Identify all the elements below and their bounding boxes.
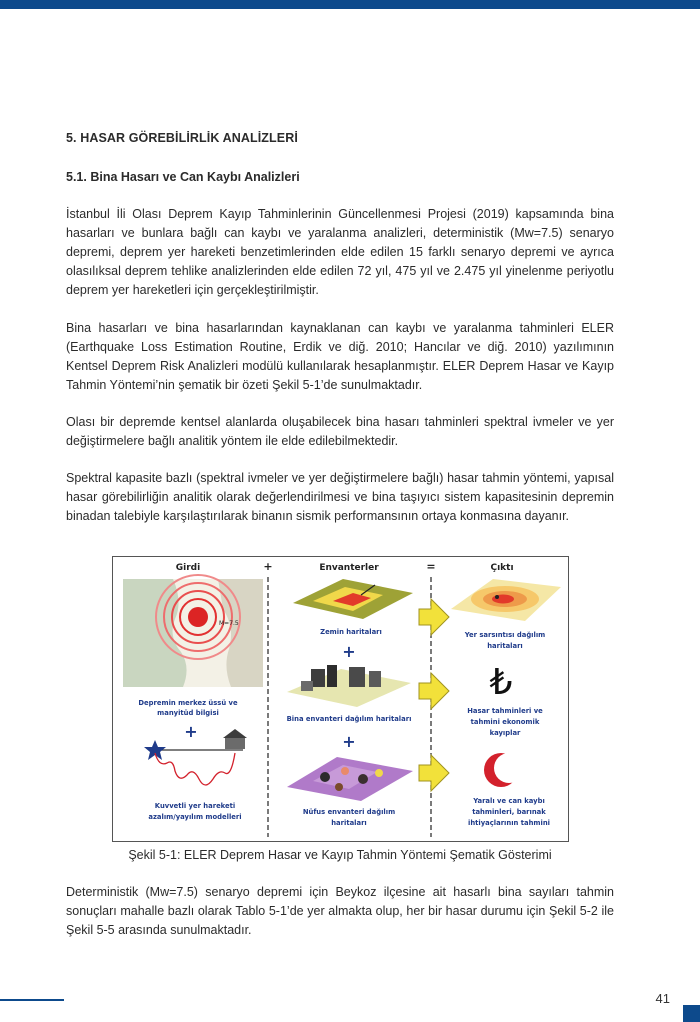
col-input-header: Girdi <box>175 563 201 573</box>
output-label-2-line-2: tahmini ekonomik <box>470 718 540 726</box>
section-heading: 5. HASAR GÖREBİLİRLİK ANALİZLERİ <box>66 131 298 145</box>
inventory-label-2: Bina envanteri dağılım haritaları <box>286 715 412 723</box>
soil-map-icon <box>293 579 413 619</box>
paragraph-3: Olası bir depremde kentsel alanlarda oluşabilecek bina hasarı tahminleri spektral ivmeler ve yer değiştirmelere bağlı analitik yöntem ile elde edilebilmektedir. <box>66 415 614 448</box>
corner-marker <box>683 1005 700 1022</box>
plus-operator: + <box>263 560 273 573</box>
arrow-icon-2 <box>419 673 449 709</box>
output-label-1-line-1: Yer sarsıntısı dağılım <box>464 631 546 639</box>
building-map-icon <box>287 665 411 707</box>
epicenter-map-icon <box>123 575 263 687</box>
shaking-map-icon <box>451 579 561 621</box>
col-inventory-header: Envanterler <box>319 563 379 573</box>
output-label-2-line-1: Hasar tahminleri ve <box>467 707 543 715</box>
eler-schematic-figure <box>112 556 569 842</box>
red-crescent-icon <box>484 753 524 787</box>
arrow-icon-1 <box>419 599 449 635</box>
inventory-label-3-line-2: haritaları <box>331 819 367 827</box>
input-label-1-line-2: manyitüd bilgisi <box>157 709 219 717</box>
input-label-2-line-2: azalım/yayılım modelleri <box>148 813 242 821</box>
input-plus-icon: + <box>184 722 198 741</box>
figure-caption: Şekil 5-1: ELER Deprem Hasar ve Kayıp Tahmin Yöntemi Şematik Gösterimi <box>128 848 552 862</box>
output-label-3-line-1: Yaralı ve can kaybı <box>473 797 545 805</box>
subsection-heading: 5.1. Bina Hasarı ve Can Kaybı Analizleri <box>66 170 300 184</box>
inventory-plus-icon-2: + <box>342 732 356 751</box>
inventory-plus-icon-1: + <box>342 642 356 661</box>
lira-icon: ₺ <box>489 662 513 703</box>
page-number: 41 <box>655 991 670 1006</box>
paragraph-2: Bina hasarları ve bina hasarlarından kaynaklanan can kaybı ve yaralanma tahminleri ELER (Earthquake Loss Estimation Routine, Erdik ve diğ. 2010; Hancılar ve diğ. 2010) yazılımının Kentsel Deprem Risk Analizleri modülü kullanılarak hesaplanmıştır. ELER Deprem Hasar ve Kayıp Tahmin Yöntemi’nin şematik bir özeti Şekil 5-1’de sunulmaktadır. <box>66 321 614 392</box>
paragraph-4: Spektral kapasite bazlı (spektral ivmeler ve yer değiştirmelere bağlı) hasar tahmin yöntemi, yapısal hasar görebilirliğin analitik olarak değerlendirilmesi ve bina taşıyıcı sistem kapasitesinin depremin binadan talebiyle karşılaştırılarak binanın sismik performansının ortaya konmasına dayanır. <box>66 471 614 523</box>
paragraph-1: İstanbul İli Olası Deprem Kayıp Tahminlerinin Güncellenmesi Projesi (2019) kapsamında bina hasarları ve bunlara bağlı can kaybı ve yaralanma analizleri, deterministik (Mw=7.5) senaryo depremi, deprem yer hareketi benzetimlerinden elde edilen 15 farklı senaryo depremi ve ayrıca olasılıksal deprem tehlike analizlerinden elde edilen 72 yıl, 475 yıl ve 2.475 yıl yinelenme periyotlu deprem yer hareketleri için gerçekleştirilmiştir. <box>66 207 614 297</box>
output-label-2-line-3: kayıplar <box>489 729 521 737</box>
magnitude-label: M=7.5 <box>219 620 239 627</box>
footer-line <box>0 999 64 1001</box>
population-map-icon <box>287 757 413 801</box>
inventory-label-1: Zemin haritaları <box>320 628 382 636</box>
arrow-icon-3 <box>419 755 449 791</box>
equals-operator: = <box>426 560 436 573</box>
paragraph-5: Deterministik (Mw=7.5) senaryo depremi için Beykoz ilçesine ait hasarlı bina sayıları tahmin sonuçları mahalle bazlı olarak Tablo 5-1’de yer almakta olup, her bir hasar durumu için Şekil 5-2 ile Şekil 5-5 arasında sunulmaktadır. <box>66 885 614 937</box>
input-label-1-line-1: Depremin merkez üssü ve <box>138 699 238 707</box>
output-label-3-line-3: ihtiyaçlarının tahmini <box>467 819 551 827</box>
top-header-bar <box>0 0 700 9</box>
output-label-3-line-2: tahminleri, barınak <box>472 808 546 816</box>
output-label-1-line-2: haritaları <box>487 642 523 650</box>
col-output-header: Çıktı <box>490 563 514 573</box>
inventory-label-3-line-1: Nüfus envanteri dağılım <box>302 808 396 816</box>
input-label-2-line-1: Kuvvetli yer hareketi <box>154 802 236 810</box>
